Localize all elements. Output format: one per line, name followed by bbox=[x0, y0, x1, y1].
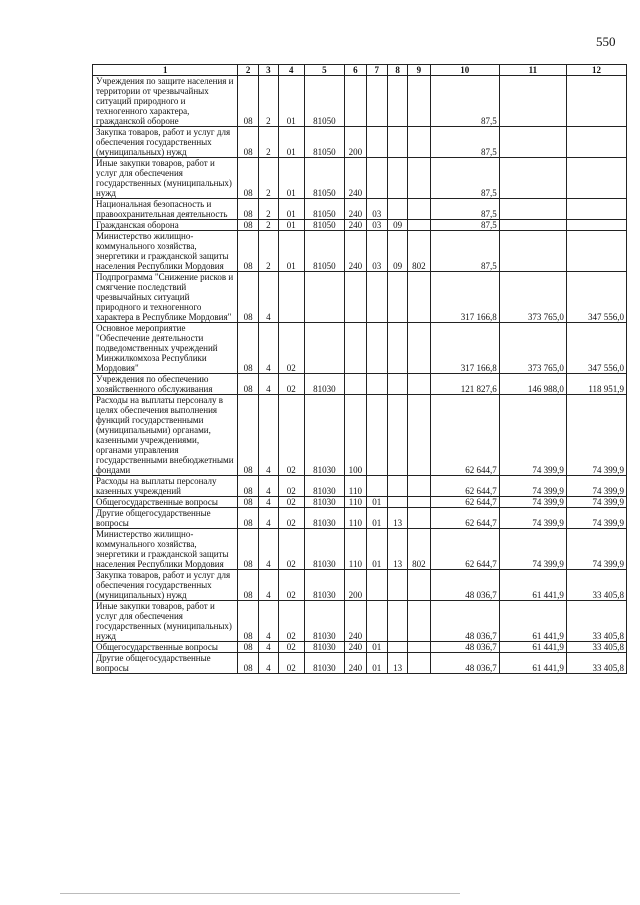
code-cell: 240 bbox=[345, 220, 366, 231]
code-cell: 81030 bbox=[304, 529, 345, 570]
column-header: 10 bbox=[430, 65, 499, 76]
row-name-cell: Закупка товаров, работ и услуг для обеспечения государственных (муниципальных) нужд bbox=[93, 570, 238, 601]
amount-cell: 48 036,7 bbox=[430, 601, 499, 642]
amount-cell: 48 036,7 bbox=[430, 642, 499, 653]
code-cell: 08 bbox=[238, 231, 258, 272]
amount-cell: 62 644,7 bbox=[430, 395, 499, 476]
code-cell bbox=[366, 158, 387, 199]
amount-cell: 87,5 bbox=[430, 76, 499, 127]
code-cell: 01 bbox=[279, 76, 304, 127]
code-cell: 81030 bbox=[304, 374, 345, 395]
amount-cell: 61 441,9 bbox=[499, 601, 566, 642]
code-cell: 08 bbox=[238, 653, 258, 674]
code-cell bbox=[279, 272, 304, 323]
code-cell: 13 bbox=[387, 508, 407, 529]
code-cell: 4 bbox=[258, 374, 278, 395]
code-cell: 81030 bbox=[304, 601, 345, 642]
code-cell bbox=[408, 653, 430, 674]
code-cell: 08 bbox=[238, 199, 258, 220]
amount-cell: 118 951,9 bbox=[566, 374, 626, 395]
code-cell: 81030 bbox=[304, 395, 345, 476]
table-row bbox=[93, 601, 627, 642]
code-cell: 02 bbox=[279, 497, 304, 508]
code-cell bbox=[408, 395, 430, 476]
code-cell: 4 bbox=[258, 395, 278, 476]
code-cell: 200 bbox=[345, 127, 366, 158]
row-name-cell: Расходы на выплаты персоналу в целях обеспечения выполнения функций государственными (муниципальными) органами, казенными учреждениями, органами управления государственными внебюджетными фондами bbox=[93, 395, 238, 476]
amount-cell: 61 441,9 bbox=[499, 642, 566, 653]
code-cell: 110 bbox=[345, 497, 366, 508]
amount-cell bbox=[499, 220, 566, 231]
column-header: 6 bbox=[345, 65, 366, 76]
code-cell bbox=[304, 272, 345, 323]
scan-edge-line bbox=[60, 893, 460, 894]
code-cell: 2 bbox=[258, 220, 278, 231]
table-body bbox=[93, 76, 627, 674]
code-cell: 02 bbox=[279, 570, 304, 601]
table-row bbox=[93, 476, 627, 497]
table-row bbox=[93, 323, 627, 374]
amount-cell: 33 405,8 bbox=[566, 642, 626, 653]
table-row bbox=[93, 395, 627, 476]
code-cell bbox=[387, 476, 407, 497]
amount-cell: 61 441,9 bbox=[499, 653, 566, 674]
amount-cell: 61 441,9 bbox=[499, 570, 566, 601]
column-header: 4 bbox=[279, 65, 304, 76]
code-cell: 4 bbox=[258, 570, 278, 601]
code-cell bbox=[387, 199, 407, 220]
code-cell: 08 bbox=[238, 220, 258, 231]
code-cell: 81030 bbox=[304, 570, 345, 601]
code-cell bbox=[408, 601, 430, 642]
code-cell bbox=[345, 323, 366, 374]
code-cell bbox=[366, 570, 387, 601]
code-cell: 240 bbox=[345, 199, 366, 220]
table-row bbox=[93, 570, 627, 601]
code-cell bbox=[408, 476, 430, 497]
code-cell: 08 bbox=[238, 601, 258, 642]
amount-cell: 48 036,7 bbox=[430, 570, 499, 601]
code-cell: 01 bbox=[366, 653, 387, 674]
page-number: 550 bbox=[596, 34, 616, 49]
amount-cell: 33 405,8 bbox=[566, 653, 626, 674]
code-cell: 240 bbox=[345, 231, 366, 272]
code-cell: 02 bbox=[279, 508, 304, 529]
amount-cell: 87,5 bbox=[430, 220, 499, 231]
code-cell bbox=[345, 272, 366, 323]
code-cell bbox=[387, 570, 407, 601]
table-row bbox=[93, 497, 627, 508]
table-row bbox=[93, 158, 627, 199]
code-cell: 09 bbox=[387, 220, 407, 231]
row-name-cell: Другие общегосударственные вопросы bbox=[93, 508, 238, 529]
amount-cell: 74 399,9 bbox=[566, 497, 626, 508]
row-name-cell: Другие общегосударственные вопросы bbox=[93, 653, 238, 674]
code-cell bbox=[408, 374, 430, 395]
row-name-cell: Министерство жилищно-коммунального хозяйства, энергетики и гражданской защиты населения Республики Мордовия bbox=[93, 529, 238, 570]
code-cell: 13 bbox=[387, 529, 407, 570]
code-cell: 110 bbox=[345, 476, 366, 497]
code-cell bbox=[387, 323, 407, 374]
code-cell bbox=[408, 497, 430, 508]
amount-cell: 347 556,0 bbox=[566, 272, 626, 323]
table-row bbox=[93, 127, 627, 158]
amount-cell: 74 399,9 bbox=[566, 529, 626, 570]
code-cell: 01 bbox=[366, 529, 387, 570]
code-cell: 100 bbox=[345, 395, 366, 476]
column-header: 3 bbox=[258, 65, 278, 76]
code-cell: 01 bbox=[366, 642, 387, 653]
code-cell: 08 bbox=[238, 76, 258, 127]
code-cell: 03 bbox=[366, 231, 387, 272]
amount-cell: 87,5 bbox=[430, 158, 499, 199]
table-row bbox=[93, 231, 627, 272]
code-cell: 81030 bbox=[304, 476, 345, 497]
amount-cell bbox=[499, 231, 566, 272]
code-cell: 2 bbox=[258, 158, 278, 199]
code-cell: 4 bbox=[258, 497, 278, 508]
code-cell: 13 bbox=[387, 653, 407, 674]
code-cell: 81030 bbox=[304, 497, 345, 508]
table-header-row bbox=[93, 65, 627, 76]
code-cell: 01 bbox=[279, 158, 304, 199]
code-cell: 2 bbox=[258, 76, 278, 127]
code-cell: 240 bbox=[345, 642, 366, 653]
code-cell: 110 bbox=[345, 508, 366, 529]
amount-cell: 33 405,8 bbox=[566, 570, 626, 601]
row-name-cell: Подпрограмма "Снижение рисков и смягчение последствий чрезвычайных ситуаций природного и техногенного характера в Республике Мордовия" bbox=[93, 272, 238, 323]
code-cell: 2 bbox=[258, 199, 278, 220]
amount-cell: 74 399,9 bbox=[566, 395, 626, 476]
code-cell: 81030 bbox=[304, 653, 345, 674]
code-cell: 802 bbox=[408, 529, 430, 570]
code-cell bbox=[387, 127, 407, 158]
amount-cell bbox=[566, 158, 626, 199]
code-cell: 02 bbox=[279, 529, 304, 570]
amount-cell: 87,5 bbox=[430, 127, 499, 158]
code-cell bbox=[408, 642, 430, 653]
code-cell: 4 bbox=[258, 508, 278, 529]
code-cell bbox=[387, 601, 407, 642]
table-row bbox=[93, 642, 627, 653]
code-cell: 02 bbox=[279, 601, 304, 642]
amount-cell bbox=[566, 127, 626, 158]
code-cell: 4 bbox=[258, 529, 278, 570]
row-name-cell: Расходы на выплаты персоналу казенных учреждений bbox=[93, 476, 238, 497]
code-cell: 240 bbox=[345, 158, 366, 199]
code-cell bbox=[408, 158, 430, 199]
code-cell: 240 bbox=[345, 653, 366, 674]
row-name-cell: Иные закупки товаров, работ и услуг для обеспечения государственных (муниципальных) нужд bbox=[93, 158, 238, 199]
code-cell bbox=[387, 395, 407, 476]
amount-cell bbox=[499, 76, 566, 127]
code-cell: 08 bbox=[238, 395, 258, 476]
amount-cell: 74 399,9 bbox=[499, 497, 566, 508]
amount-cell bbox=[566, 231, 626, 272]
row-name-cell: Национальная безопасность и правоохранительная деятельность bbox=[93, 199, 238, 220]
code-cell: 08 bbox=[238, 272, 258, 323]
amount-cell bbox=[499, 158, 566, 199]
code-cell bbox=[408, 127, 430, 158]
code-cell: 81050 bbox=[304, 220, 345, 231]
code-cell: 802 bbox=[408, 231, 430, 272]
amount-cell: 347 556,0 bbox=[566, 323, 626, 374]
column-header: 9 bbox=[408, 65, 430, 76]
code-cell: 01 bbox=[279, 199, 304, 220]
row-name-cell: Учреждения по защите населения и территории от чрезвычайных ситуаций природного и техногенного характера, гражданской обороне bbox=[93, 76, 238, 127]
code-cell bbox=[366, 272, 387, 323]
code-cell: 03 bbox=[366, 220, 387, 231]
code-cell: 2 bbox=[258, 231, 278, 272]
code-cell: 4 bbox=[258, 476, 278, 497]
amount-cell: 317 166,8 bbox=[430, 272, 499, 323]
column-header: 7 bbox=[366, 65, 387, 76]
code-cell: 01 bbox=[279, 127, 304, 158]
code-cell: 08 bbox=[238, 570, 258, 601]
column-header: 11 bbox=[499, 65, 566, 76]
amount-cell: 87,5 bbox=[430, 199, 499, 220]
code-cell: 110 bbox=[345, 529, 366, 570]
code-cell: 02 bbox=[279, 395, 304, 476]
table-row bbox=[93, 76, 627, 127]
code-cell bbox=[304, 323, 345, 374]
code-cell bbox=[387, 76, 407, 127]
amount-cell: 62 644,7 bbox=[430, 497, 499, 508]
budget-table bbox=[92, 64, 627, 674]
row-name-cell: Закупка товаров, работ и услуг для обеспечения государственных (муниципальных) нужд bbox=[93, 127, 238, 158]
code-cell: 81050 bbox=[304, 199, 345, 220]
row-name-cell: Основное мероприятие "Обеспечение деятельности подведомственных учреждений Минжилкомхоза Республики Мордовия" bbox=[93, 323, 238, 374]
row-name-cell: Иные закупки товаров, работ и услуг для обеспечения государственных (муниципальных) нужд bbox=[93, 601, 238, 642]
code-cell bbox=[387, 272, 407, 323]
row-name-cell: Общегосударственные вопросы bbox=[93, 642, 238, 653]
amount-cell: 62 644,7 bbox=[430, 476, 499, 497]
code-cell: 09 bbox=[387, 231, 407, 272]
table-row bbox=[93, 272, 627, 323]
code-cell: 81050 bbox=[304, 76, 345, 127]
code-cell: 81050 bbox=[304, 231, 345, 272]
code-cell: 01 bbox=[366, 508, 387, 529]
table-row bbox=[93, 199, 627, 220]
code-cell: 81030 bbox=[304, 642, 345, 653]
amount-cell: 33 405,8 bbox=[566, 601, 626, 642]
code-cell bbox=[408, 220, 430, 231]
code-cell: 4 bbox=[258, 642, 278, 653]
column-header: 2 bbox=[238, 65, 258, 76]
code-cell: 02 bbox=[279, 653, 304, 674]
code-cell bbox=[366, 601, 387, 642]
row-name-cell: Общегосударственные вопросы bbox=[93, 497, 238, 508]
code-cell bbox=[345, 76, 366, 127]
amount-cell: 146 988,0 bbox=[499, 374, 566, 395]
code-cell bbox=[366, 323, 387, 374]
code-cell: 08 bbox=[238, 642, 258, 653]
code-cell bbox=[366, 395, 387, 476]
code-cell bbox=[366, 127, 387, 158]
amount-cell: 48 036,7 bbox=[430, 653, 499, 674]
amount-cell: 317 166,8 bbox=[430, 323, 499, 374]
code-cell bbox=[387, 642, 407, 653]
row-name-cell: Учреждения по обеспечению хозяйственного обслуживания bbox=[93, 374, 238, 395]
row-name-cell: Министерство жилищно-коммунального хозяйства, энергетики и гражданской защиты населения Республики Мордовия bbox=[93, 231, 238, 272]
amount-cell: 62 644,7 bbox=[430, 529, 499, 570]
code-cell bbox=[366, 76, 387, 127]
amount-cell bbox=[499, 127, 566, 158]
code-cell: 200 bbox=[345, 570, 366, 601]
code-cell bbox=[345, 374, 366, 395]
amount-cell: 121 827,6 bbox=[430, 374, 499, 395]
amount-cell: 373 765,0 bbox=[499, 272, 566, 323]
amount-cell bbox=[566, 199, 626, 220]
code-cell bbox=[387, 158, 407, 199]
code-cell bbox=[408, 570, 430, 601]
table-row bbox=[93, 529, 627, 570]
table-row bbox=[93, 220, 627, 231]
code-cell bbox=[408, 272, 430, 323]
table-row bbox=[93, 508, 627, 529]
column-header: 5 bbox=[304, 65, 345, 76]
code-cell: 02 bbox=[279, 642, 304, 653]
code-cell: 02 bbox=[279, 323, 304, 374]
column-header: 12 bbox=[566, 65, 626, 76]
code-cell: 81050 bbox=[304, 158, 345, 199]
code-cell: 4 bbox=[258, 653, 278, 674]
amount-cell bbox=[566, 76, 626, 127]
code-cell bbox=[408, 76, 430, 127]
code-cell: 2 bbox=[258, 127, 278, 158]
code-cell: 08 bbox=[238, 497, 258, 508]
code-cell bbox=[408, 508, 430, 529]
code-cell: 4 bbox=[258, 272, 278, 323]
code-cell bbox=[408, 199, 430, 220]
amount-cell bbox=[499, 199, 566, 220]
column-header: 8 bbox=[387, 65, 407, 76]
row-name-cell: Гражданская оборона bbox=[93, 220, 238, 231]
amount-cell bbox=[566, 220, 626, 231]
code-cell: 02 bbox=[279, 476, 304, 497]
amount-cell: 87,5 bbox=[430, 231, 499, 272]
code-cell: 08 bbox=[238, 127, 258, 158]
code-cell: 240 bbox=[345, 601, 366, 642]
amount-cell: 74 399,9 bbox=[499, 508, 566, 529]
table-row bbox=[93, 653, 627, 674]
table-row bbox=[93, 374, 627, 395]
code-cell bbox=[366, 374, 387, 395]
code-cell: 81050 bbox=[304, 127, 345, 158]
column-header: 1 bbox=[93, 65, 238, 76]
amount-cell: 373 765,0 bbox=[499, 323, 566, 374]
code-cell bbox=[366, 476, 387, 497]
code-cell: 01 bbox=[279, 231, 304, 272]
code-cell: 4 bbox=[258, 323, 278, 374]
code-cell: 03 bbox=[366, 199, 387, 220]
code-cell: 08 bbox=[238, 158, 258, 199]
amount-cell: 74 399,9 bbox=[566, 508, 626, 529]
code-cell bbox=[387, 374, 407, 395]
code-cell: 01 bbox=[366, 497, 387, 508]
code-cell bbox=[387, 497, 407, 508]
code-cell: 02 bbox=[279, 374, 304, 395]
code-cell: 08 bbox=[238, 476, 258, 497]
code-cell: 81030 bbox=[304, 508, 345, 529]
code-cell: 4 bbox=[258, 601, 278, 642]
code-cell: 08 bbox=[238, 374, 258, 395]
amount-cell: 74 399,9 bbox=[499, 529, 566, 570]
amount-cell: 74 399,9 bbox=[566, 476, 626, 497]
amount-cell: 62 644,7 bbox=[430, 508, 499, 529]
amount-cell: 74 399,9 bbox=[499, 476, 566, 497]
amount-cell: 74 399,9 bbox=[499, 395, 566, 476]
code-cell: 08 bbox=[238, 323, 258, 374]
code-cell: 08 bbox=[238, 529, 258, 570]
code-cell: 08 bbox=[238, 508, 258, 529]
code-cell: 01 bbox=[279, 220, 304, 231]
code-cell bbox=[408, 323, 430, 374]
